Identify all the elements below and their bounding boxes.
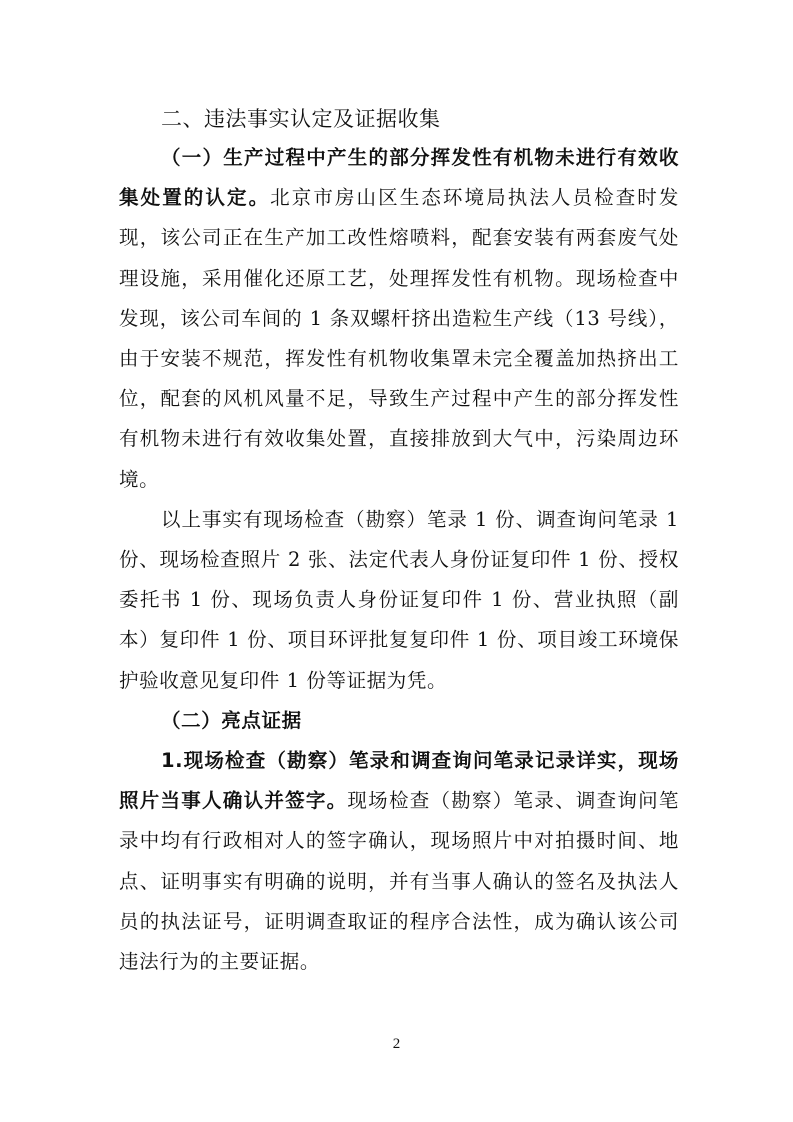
page-number: 2	[392, 1036, 401, 1052]
document-body	[119, 100, 679, 982]
paragraph-lead-heading: （一）生产过程中产生的部分挥发性有机物未进行有效收集处置的认定。	[119, 146, 679, 210]
subheading-highlight-evidence: （二）亮点证据	[161, 708, 302, 732]
section-title: 二、违法事实认定及证据收集	[161, 107, 441, 131]
paragraph-evidence-list	[119, 500, 679, 701]
paragraph-lead-heading: 1.现场检查（勘察）笔录和调查询问笔录记录详实，现场照片当事人确认并签字。	[119, 749, 679, 813]
paragraph-body-text: 北京市房山区生态环境局执法人员检查时发现，该公司正在生产加工改性熔喷料，配套安装有两套废气处理设施，采用催化还原工艺，处理挥发性有机物。现场检查中发现，该公司车间的 1 条双螺杆挤出造粒生产线（13 号线），由于安装不规范，挥发性有机物收集罩未完全覆盖加热挤出工位，配套的风机风量不足，导致生产过程中产生的部分挥发性有机物未进行有效收集处置，直接排放到大气中，污染周边环境。	[119, 186, 679, 491]
paragraph-fact-finding	[119, 138, 679, 500]
paragraph-highlight-detail	[119, 741, 679, 982]
paragraph-body-text: 以上事实有现场检查（勘察）笔录 1 份、调查询问笔录 1 份、现场检查照片 2 张、法定代表人身份证复印件 1 份、授权委托书 1 份、现场负责人身份证复印件 1 份、营业执照（副本）复印件 1 份、项目环评批复复印件 1 份、项目竣工环境保护验收意见复印件 1 份等证据为凭。	[119, 507, 679, 692]
paragraph-body-text: 现场检查（勘察）笔录、调查询问笔录中均有行政相对人的签字确认，现场照片中对拍摄时间、地点、证明事实有明确的说明，并有当事人确认的签名及执法人员的执法证号，证明调查取证的程序合法性，成为确认该公司违法行为的主要证据。	[119, 789, 679, 974]
